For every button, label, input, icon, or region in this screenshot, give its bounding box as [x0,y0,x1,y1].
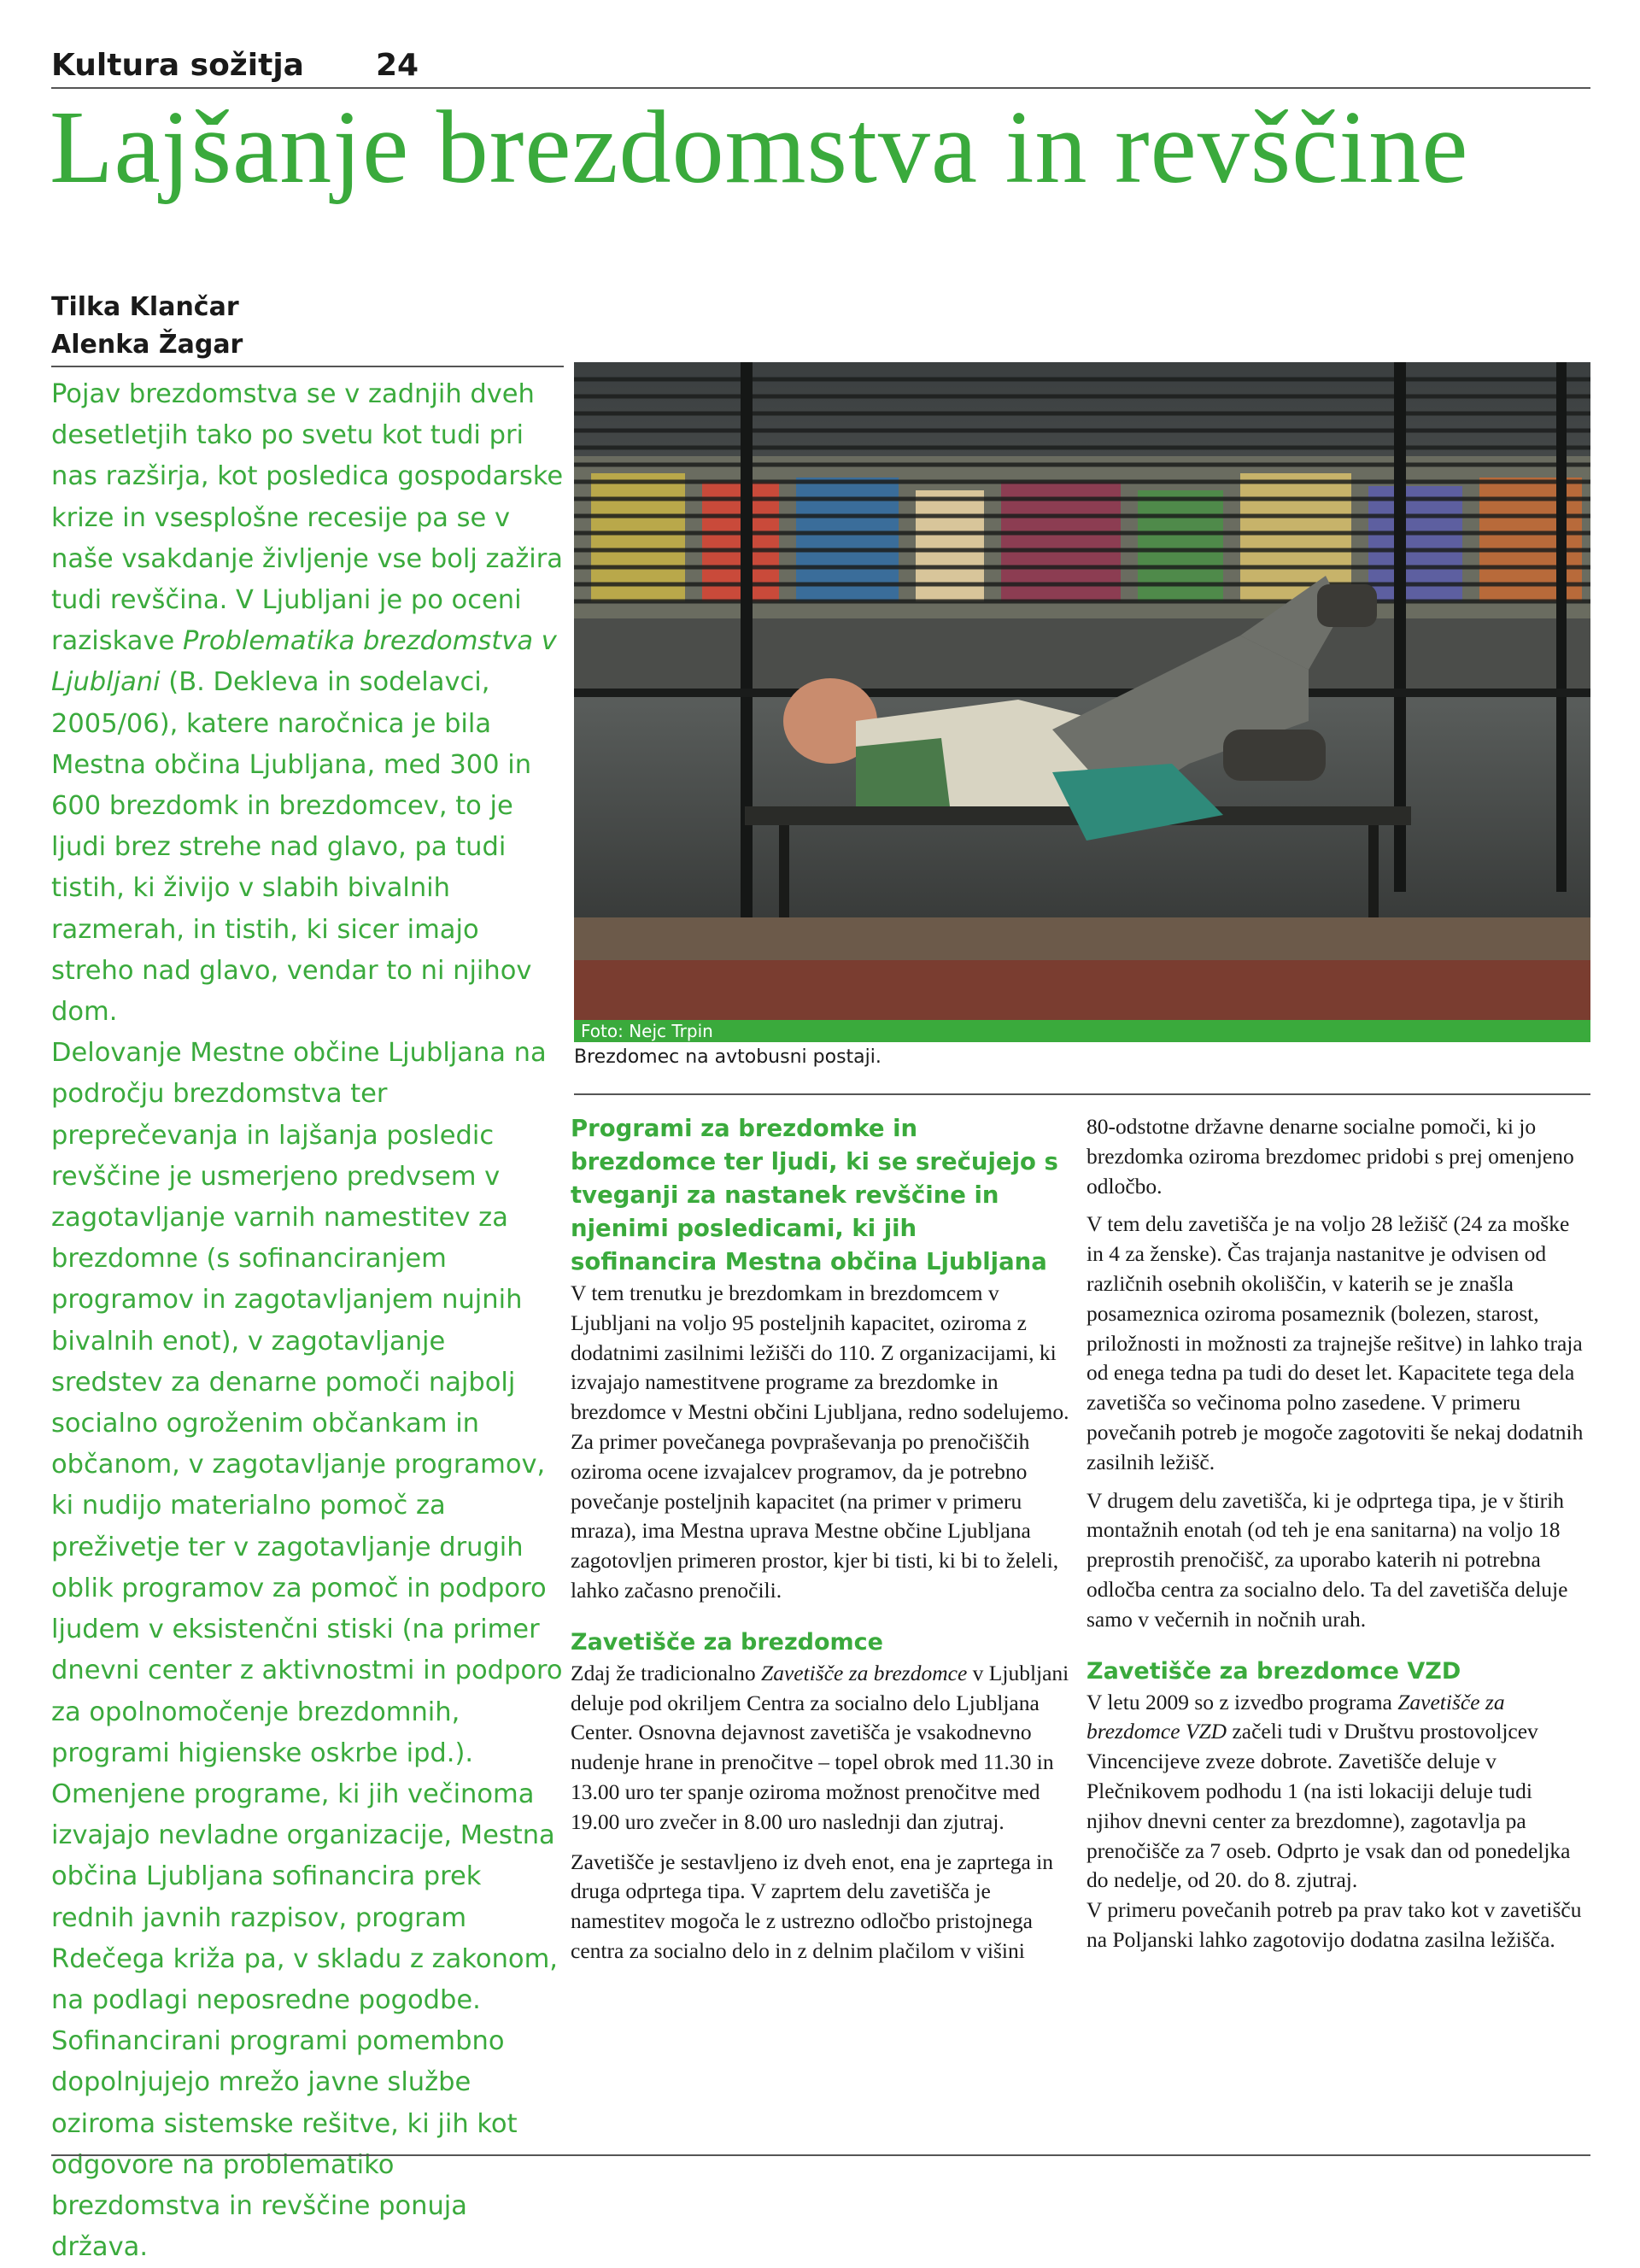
divider [51,2154,1590,2156]
article-column-right [1086,1112,1586,1964]
section-heading: Zavetišče za brezdomce VZD [1086,1657,1461,1685]
section-heading: Zavetišče za brezdomce [571,1628,883,1656]
article-title: Lajšanje brezdomstva in revščine [50,90,1469,205]
page-number: 24 [376,48,419,83]
author-name: Tilka Klančar [51,292,239,322]
photo-bus-stop [574,362,1590,1020]
body-paragraph: Zavetišče je sestavljeno iz dveh enot, ena je zaprtega in druga odprtega tipa. V zaprtem delu zavetišča je namestitev mogoča le z ustrezno odločbo pristojnega centra za socialno delo in z delnim plačilom v višini [571,1849,1053,1963]
page-header [51,44,1590,89]
body-paragraph: V letu 2009 so z izvedbo programa Zavetišče za brezdomce VZD začeli tudi v Društvu prostovoljcev Vincencijeve zveze dobrote. Zavetišče deluje v Plečnikovem podhodu 1 (na isti lokaciji deluje tudi njihov dnevni center za brezdomne), zagotavlja pa prenočišče za 7 oseb. Odprto je vsak dan od ponedeljka do nedelje, od 20. do 8. zjutraj. [1086,1689,1571,1893]
body-paragraph: V tem trenutku je brezdomkam in brezdomcem v Ljubljani na voljo 95 posteljnih kapacitet, oziroma z dodatnimi zasilnimi ležišči do 110. Z organizacijami, ki izvajajo namestitvene programe za brezdomke in brezdomce v Mestni občini Ljubljana, redno sodelujemo. Za primer povečanega povpraševanja po prenočiščih oziroma ocene izvajalcev programov, da je potrebno povečanje posteljnih kapacitet (na primer v primeru mraza), ima Mestna uprava Mestne občine Ljubljana zagotovljen primeren prostor, kjer bi tisti, ki bi to želeli, lahko začasno prenočili. [571,1281,1069,1603]
photo-credit-bar [574,1020,1590,1042]
intro-paragraph: Delovanje Mestne občine Ljubljana na področju brezdomstva ter preprečevanja in lajšanja posledic revščine je usmerjeno predvsem v zagotavljanje varnih namestitev za brezdomne (s sofinanciranjem programov in zagotavljanjem nujnih bivalnih enot), v zagotavljanje sredstev za denarne pomoči najbolj socialno ogroženim občankam in občanom, v zagotavljanje programov, ki nudijo materialno pomoč za preživetje ter v zagotavljanje drugih oblik programov za pomoč in podporo ljudem v eksistenčni stiski (na primer dnevni center z aktivnostmi in podporo za opolnomočenje brezdomnih, programi higienske oskrbe ipd.). [51,1038,563,1768]
photo-credit: Foto: Nejc Trpin [581,1021,713,1041]
intro-paragraph: Omenjene programe, ki jih večinoma izvajajo nevladne organizacije, Mestna občina Ljubljana sofinancira prek rednih javnih razpisov, program Rdečega križa pa, v skladu z zakonom, na podlagi neposredne pogodbe. Sofinancirani programi pomembno dopolnjujejo mrežo javne službe oziroma sistemske rešitve, ki jih kot odgovore na problematiko brezdomstva in revščine ponuja država. [51,1779,558,2263]
author-name: Alenka Žagar [51,330,243,360]
article-column-middle [571,1112,1070,1975]
body-paragraph: V drugem delu zavetišča, ki je odprtega tipa, je v štirih montažnih enotah (od teh je ena sanitarna) na voljo 18 preprostih prenočišč, za uporabo katerih ni potrebna odločba centra za socialno delo. Ta del zavetišča deluje samo v večernih in nočnih urah. [1086,1487,1568,1632]
body-paragraph: V tem delu zavetišča je na voljo 28 ležišč (24 za moške in 4 za ženske). Čas trajanja nastanitve je odvisen od različnih osebnih okoliščin, v katerih se je znašla posameznica oziroma posameznik (bolezen, starost, priložnosti in možnosti za trajnejše rešitve) in lahko traja od enega tedna pa tudi do deset let. Kapacitete tega dela zavetišča so večinoma polno zasedene. V primeru povečanih potreb je mogoče zagotoviti še nekaj dodatnih zasilnih ležišč. [1086,1211,1584,1474]
section-heading: Programi za brezdomke in brezdomce ter ljudi, ki se srečujejo s tveganji za nastanek revščine in njenimi posledicami, ki jih sofinancira Mestna občina Ljubljana [571,1115,1058,1275]
intro-paragraph: Pojav brezdomstva se v zadnjih dveh desetletjih tako po svetu kot tudi pri nas razširja, kot posledica gospodarske krize in vsesplošne recesije pa se v naše vsakdanje življenje vse bolj zažira tudi revščina. V Ljubljani je po oceni raziskave Problematika brezdomstva v Ljubljani (B. Dekleva in sodelavci, 2005/06), katere naročnica je bila Mestna občina Ljubljana, med 300 in 600 brezdomk in brezdomcev, to je ljudi brez strehe nad glavo, pa tudi tistih, ki živijo v slabih bivalnih razmerah, in tistih, ki sicer imajo streho nad glavo, vendar to ni njihov dom. [51,379,564,1028]
section-name: Kultura sožitja [51,48,304,83]
body-paragraph: Zdaj že tradicionalno Zavetišče za brezdomce v Ljubljani deluje pod okriljem Centra za socialno delo Ljubljana Center. Osnovna dejavnost zavetišča je vsakodnevno nudenje hrane in prenočitve – topel obrok med 11.30 in 13.00 uro ter spanje oziroma možnost prenočitve med 19.00 uro zvečer in 8.00 uro naslednji dan zjutraj. [571,1660,1069,1834]
intro-column [51,366,564,2268]
photo-caption: Brezdomec na avtobusni postaji. [574,1046,882,1068]
body-paragraph: 80-odstotne državne denarne socialne pomoči, ki jo brezdomka oziroma brezdomec pridobi s prej omenjeno odločbo. [1086,1114,1574,1198]
divider [574,1093,1590,1095]
body-paragraph: V primeru povečanih potreb pa prav tako kot v zavetišču na Poljanski lahko zagotovijo dodatna zasilna ležišča. [1086,1897,1582,1952]
article-photo [574,362,1590,1020]
